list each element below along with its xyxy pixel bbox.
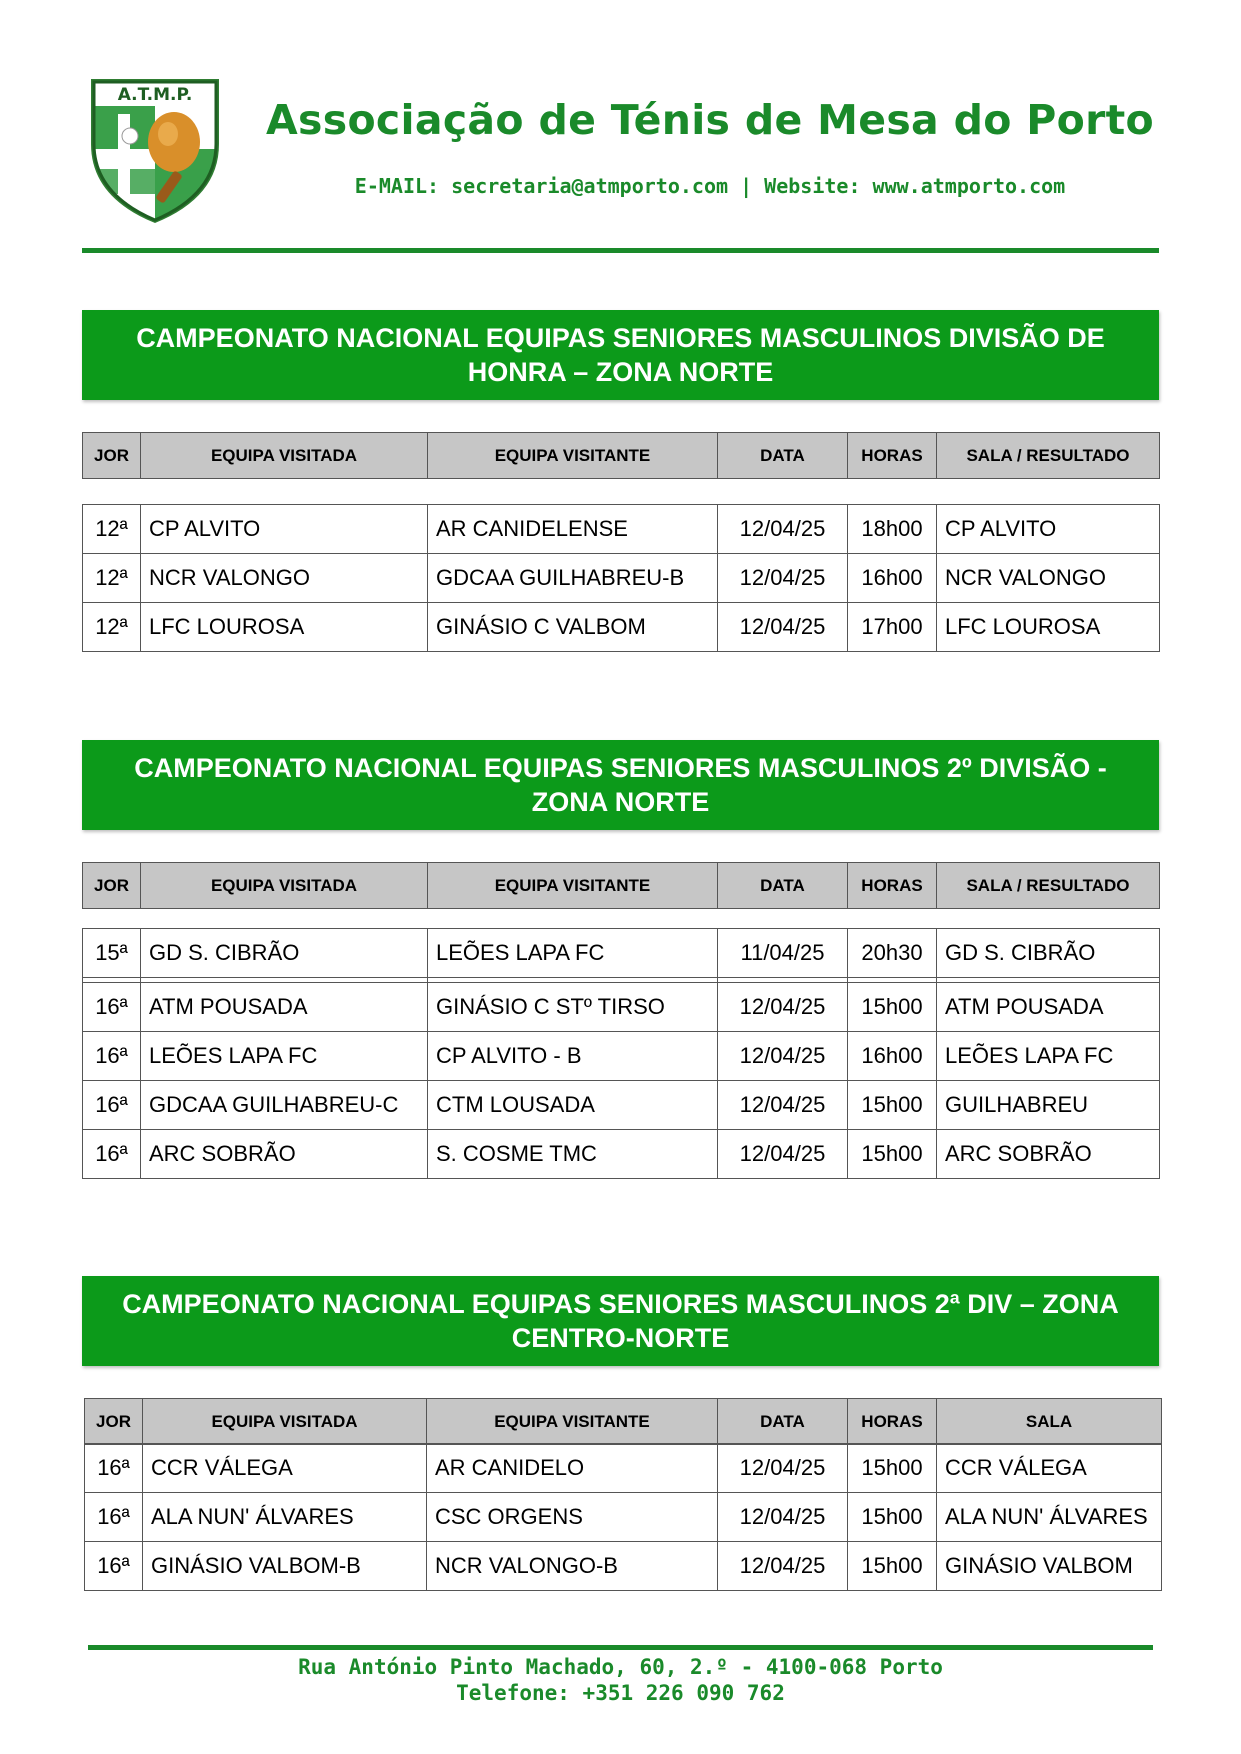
cell-jor: 12ª bbox=[83, 603, 141, 652]
cell-horas: 16h00 bbox=[848, 1032, 937, 1081]
cell-visitada: GDCAA GUILHABREU-C bbox=[141, 1081, 428, 1130]
cell-visitante: AR CANIDELO bbox=[427, 1444, 718, 1493]
cell-data: 12/04/25 bbox=[718, 1130, 848, 1179]
col-jor: JOR bbox=[83, 863, 141, 909]
cell-visitada: CCR VÁLEGA bbox=[143, 1444, 427, 1493]
cell-horas: 20h30 bbox=[848, 929, 937, 978]
cell-visitada: ARC SOBRÃO bbox=[141, 1130, 428, 1179]
col-visitante: EQUIPA VISITANTE bbox=[428, 433, 718, 479]
cell-jor: 12ª bbox=[83, 505, 141, 554]
cell-visitada: GINÁSIO VALBOM-B bbox=[143, 1542, 427, 1591]
cell-jor: 12ª bbox=[83, 554, 141, 603]
cell-jor: 16ª bbox=[83, 983, 141, 1032]
cell-sala: ARC SOBRÃO bbox=[937, 1130, 1160, 1179]
cell-horas: 17h00 bbox=[848, 603, 937, 652]
contact-line: E-MAIL: secretaria@atmporto.com | Website: www.atmporto.com bbox=[354, 174, 1066, 198]
cell-sala: NCR VALONGO bbox=[937, 554, 1160, 603]
table-row bbox=[83, 929, 1160, 978]
col-horas: HORAS bbox=[848, 863, 937, 909]
col-visitada: EQUIPA VISITADA bbox=[143, 1399, 427, 1445]
cell-horas: 15h00 bbox=[848, 1444, 937, 1493]
cell-visitada: LEÕES LAPA FC bbox=[141, 1032, 428, 1081]
cell-jor: 16ª bbox=[85, 1493, 143, 1542]
cell-visitante: AR CANIDELENSE bbox=[428, 505, 718, 554]
cell-jor: 16ª bbox=[83, 1130, 141, 1179]
org-name: Associação de Ténis de Mesa do Porto bbox=[266, 96, 1154, 144]
col-data: DATA bbox=[718, 433, 848, 479]
cell-data: 12/04/25 bbox=[718, 1032, 848, 1081]
col-data: DATA bbox=[718, 1399, 848, 1445]
cell-data: 11/04/25 bbox=[718, 929, 848, 978]
cell-data: 12/04/25 bbox=[718, 1081, 848, 1130]
col-visitante: EQUIPA VISITANTE bbox=[427, 1399, 718, 1445]
cell-jor: 16ª bbox=[85, 1542, 143, 1591]
cell-visitante: GINÁSIO C STº TIRSO bbox=[428, 983, 718, 1032]
cell-sala: ATM POUSADA bbox=[937, 983, 1160, 1032]
table-row bbox=[83, 1130, 1160, 1179]
table-row bbox=[85, 1542, 1162, 1591]
footer-phone: Telefone: +351 226 090 762 bbox=[456, 1681, 785, 1705]
cell-horas: 18h00 bbox=[848, 505, 937, 554]
cell-sala: LFC LOUROSA bbox=[937, 603, 1160, 652]
cell-visitada: CP ALVITO bbox=[141, 505, 428, 554]
section-title: CAMPEONATO NACIONAL EQUIPAS SENIORES MASCULINOS 2ª DIV – ZONA CENTRO-NORTE bbox=[82, 1276, 1159, 1366]
cell-visitante: CTM LOUSADA bbox=[428, 1081, 718, 1130]
cell-jor: 16ª bbox=[83, 1032, 141, 1081]
col-sala: SALA / RESULTADO bbox=[937, 863, 1160, 909]
table-row bbox=[83, 554, 1160, 603]
cell-visitada: NCR VALONGO bbox=[141, 554, 428, 603]
section-table bbox=[82, 928, 1160, 1179]
section-table bbox=[82, 504, 1160, 652]
cell-visitante: LEÕES LAPA FC bbox=[428, 929, 718, 978]
footer-address: Rua António Pinto Machado, 60, 2.º - 4100-068 Porto bbox=[298, 1655, 943, 1679]
col-visitada: EQUIPA VISITADA bbox=[141, 433, 428, 479]
col-jor: JOR bbox=[85, 1399, 143, 1445]
cell-visitada: LFC LOUROSA bbox=[141, 603, 428, 652]
footer-rule bbox=[88, 1645, 1153, 1650]
cell-sala: GINÁSIO VALBOM bbox=[937, 1542, 1162, 1591]
cell-data: 12/04/25 bbox=[718, 1444, 848, 1493]
cell-visitante: NCR VALONGO-B bbox=[427, 1542, 718, 1591]
cell-sala: CCR VÁLEGA bbox=[937, 1444, 1162, 1493]
table-row bbox=[83, 1081, 1160, 1130]
col-data: DATA bbox=[718, 863, 848, 909]
logo-text: A.T.M.P. bbox=[117, 85, 193, 105]
section-header-table bbox=[82, 432, 1160, 479]
footer bbox=[88, 1654, 1153, 1706]
cell-visitada: ATM POUSADA bbox=[141, 983, 428, 1032]
cell-visitante: S. COSME TMC bbox=[428, 1130, 718, 1179]
table-row bbox=[83, 983, 1160, 1032]
cell-horas: 15h00 bbox=[848, 1542, 937, 1591]
cell-jor: 15ª bbox=[83, 929, 141, 978]
cell-jor: 16ª bbox=[83, 1081, 141, 1130]
cell-sala: GD S. CIBRÃO bbox=[937, 929, 1160, 978]
cell-data: 12/04/25 bbox=[718, 983, 848, 1032]
cell-sala: CP ALVITO bbox=[937, 505, 1160, 554]
cell-visitante: CP ALVITO - B bbox=[428, 1032, 718, 1081]
cell-horas: 16h00 bbox=[848, 554, 937, 603]
col-horas: HORAS bbox=[848, 1399, 937, 1445]
cell-horas: 15h00 bbox=[848, 1493, 937, 1542]
section-title: CAMPEONATO NACIONAL EQUIPAS SENIORES MASCULINOS DIVISÃO DE HONRA – ZONA NORTE bbox=[82, 310, 1159, 400]
table-row bbox=[85, 1444, 1162, 1493]
cell-horas: 15h00 bbox=[848, 1130, 937, 1179]
header-rule bbox=[82, 248, 1159, 253]
col-horas: HORAS bbox=[848, 433, 937, 479]
cell-data: 12/04/25 bbox=[718, 554, 848, 603]
cell-visitada: ALA NUN' ÁLVARES bbox=[143, 1493, 427, 1542]
section-header-table bbox=[84, 1398, 1162, 1445]
table-row bbox=[85, 1493, 1162, 1542]
col-visitada: EQUIPA VISITADA bbox=[141, 863, 428, 909]
cell-data: 12/04/25 bbox=[718, 505, 848, 554]
col-jor: JOR bbox=[83, 433, 141, 479]
cell-jor: 16ª bbox=[85, 1444, 143, 1493]
table-row bbox=[83, 1032, 1160, 1081]
cell-visitante: GDCAA GUILHABREU-B bbox=[428, 554, 718, 603]
cell-sala: LEÕES LAPA FC bbox=[937, 1032, 1160, 1081]
section-table bbox=[84, 1443, 1162, 1591]
col-visitante: EQUIPA VISITANTE bbox=[428, 863, 718, 909]
col-sala: SALA bbox=[937, 1399, 1162, 1445]
atmp-logo bbox=[88, 74, 222, 224]
cell-sala: ALA NUN' ÁLVARES bbox=[937, 1493, 1162, 1542]
cell-data: 12/04/25 bbox=[718, 1493, 848, 1542]
section-title: CAMPEONATO NACIONAL EQUIPAS SENIORES MASCULINOS 2º DIVISÃO - ZONA NORTE bbox=[82, 740, 1159, 830]
cell-visitante: CSC ORGENS bbox=[427, 1493, 718, 1542]
cell-visitada: GD S. CIBRÃO bbox=[141, 929, 428, 978]
table-row bbox=[83, 505, 1160, 554]
cell-data: 12/04/25 bbox=[718, 1542, 848, 1591]
section-header-table bbox=[82, 862, 1160, 909]
col-sala: SALA / RESULTADO bbox=[937, 433, 1160, 479]
cell-visitante: GINÁSIO C VALBOM bbox=[428, 603, 718, 652]
cell-sala: GUILHABREU bbox=[937, 1081, 1160, 1130]
cell-horas: 15h00 bbox=[848, 983, 937, 1032]
cell-horas: 15h00 bbox=[848, 1081, 937, 1130]
cell-data: 12/04/25 bbox=[718, 603, 848, 652]
table-row bbox=[83, 603, 1160, 652]
